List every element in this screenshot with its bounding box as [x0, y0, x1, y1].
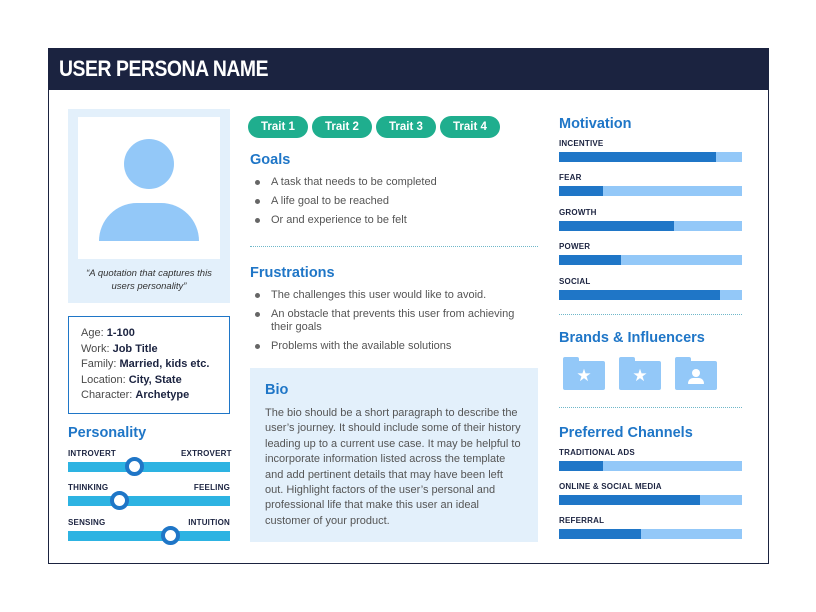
demographics-box — [68, 316, 230, 414]
channel-bar-fill — [559, 495, 700, 505]
motivation-bar-fill — [559, 152, 716, 162]
brands-title: Brands & Influencers — [559, 330, 705, 346]
channel-bar-label: REFERRAL — [559, 516, 605, 525]
motivation-bar-label: FEAR — [559, 173, 582, 182]
info-family: Family: Married, kids etc. — [81, 358, 210, 370]
personality-slider-knob[interactable] — [125, 457, 144, 476]
persona-name-title: USER PERSONA NAME — [59, 56, 269, 81]
slider-right-label: EXTROVERT — [181, 449, 232, 458]
frustration-item: Problems with the available solutions — [255, 340, 530, 353]
channel-bar-fill — [559, 529, 641, 539]
frustrations-list — [255, 289, 530, 359]
channel-bar-label: TRADITIONAL ADS — [559, 448, 635, 457]
motivation-bar-fill — [559, 290, 720, 300]
section-divider — [559, 407, 742, 408]
folder-user-icon — [675, 357, 717, 390]
info-age: Age: 1-100 — [81, 327, 135, 339]
motivation-title: Motivation — [559, 116, 632, 132]
personality-slider-knob[interactable] — [110, 491, 129, 510]
personality-slider-knob[interactable] — [161, 526, 180, 545]
motivation-bar-fill — [559, 186, 603, 196]
slider-left-label: SENSING — [68, 518, 106, 527]
info-character: Character: Archetype — [81, 389, 190, 401]
motivation-bar-track — [559, 221, 742, 231]
trait-tag: Trait 1 — [248, 116, 308, 138]
personality-slider-track — [68, 496, 230, 506]
channel-bar-track — [559, 461, 742, 471]
goals-list — [255, 176, 530, 233]
goal-item: A life goal to be reached — [255, 195, 530, 208]
avatar-body-icon — [99, 203, 199, 241]
motivation-bar-track — [559, 290, 742, 300]
persona-quote: “A quotation that captures this users personality” — [86, 268, 212, 292]
trait-tag: Trait 3 — [376, 116, 436, 138]
motivation-bar-track — [559, 152, 742, 162]
slider-right-label: INTUITION — [188, 518, 230, 527]
channels-title: Preferred Channels — [559, 425, 693, 441]
frustration-item: An obstacle that prevents this user from achieving their goals — [255, 308, 530, 334]
folder-star-icon: ★ — [563, 357, 605, 390]
info-location: Location: City, State — [81, 373, 182, 386]
folder-star-icon: ★ — [619, 357, 661, 390]
channel-bar-label: ONLINE & SOCIAL MEDIA — [559, 482, 662, 491]
channel-bar-track — [559, 529, 742, 539]
motivation-bar-track — [559, 255, 742, 265]
section-divider — [250, 246, 538, 247]
goals-title: Goals — [250, 152, 291, 168]
personality-slider-track — [68, 531, 230, 541]
avatar-head-icon — [124, 139, 174, 189]
header-bar — [49, 49, 768, 90]
motivation-bar-fill — [559, 255, 621, 265]
slider-right-label: FEELING — [193, 483, 230, 492]
slider-left-label: THINKING — [68, 483, 109, 492]
motivation-bar-label: POWER — [559, 242, 591, 251]
section-divider — [559, 314, 742, 315]
info-work: Work: Job Title — [81, 342, 158, 355]
bio-title: Bio — [265, 382, 289, 398]
motivation-bar-label: GROWTH — [559, 208, 597, 217]
motivation-bar-label: INCENTIVE — [559, 139, 604, 148]
frustrations-title: Frustrations — [250, 265, 335, 281]
channel-bar-fill — [559, 461, 603, 471]
goal-item: A task that needs to be completed — [255, 176, 530, 189]
avatar-placeholder — [78, 117, 220, 259]
trait-tag: Trait 2 — [312, 116, 372, 138]
motivation-bar-track — [559, 186, 742, 196]
slider-left-label: INTROVERT — [68, 449, 117, 458]
trait-tag: Trait 4 — [440, 116, 500, 138]
motivation-bar-fill — [559, 221, 674, 231]
photo-panel — [68, 109, 230, 303]
bio-panel — [250, 368, 538, 542]
goal-item: Or and experience to be felt — [255, 214, 530, 227]
frustration-item: The challenges this user would like to avoid. — [255, 289, 530, 302]
persona-card — [48, 48, 769, 564]
bio-text: The bio should be a short paragraph to describe the user’s journey. It should include some of their history leading up to a current use case. It may be helpful to incorporate information listed across the template and add pertinent details that may have been left out. Highlight factors of the user’s personal and professional life that make this user an ideal customer of your product. — [265, 407, 521, 527]
channel-bar-track — [559, 495, 742, 505]
personality-title: Personality — [68, 425, 147, 441]
motivation-bar-label: SOCIAL — [559, 277, 591, 286]
personality-slider-track — [68, 462, 230, 472]
